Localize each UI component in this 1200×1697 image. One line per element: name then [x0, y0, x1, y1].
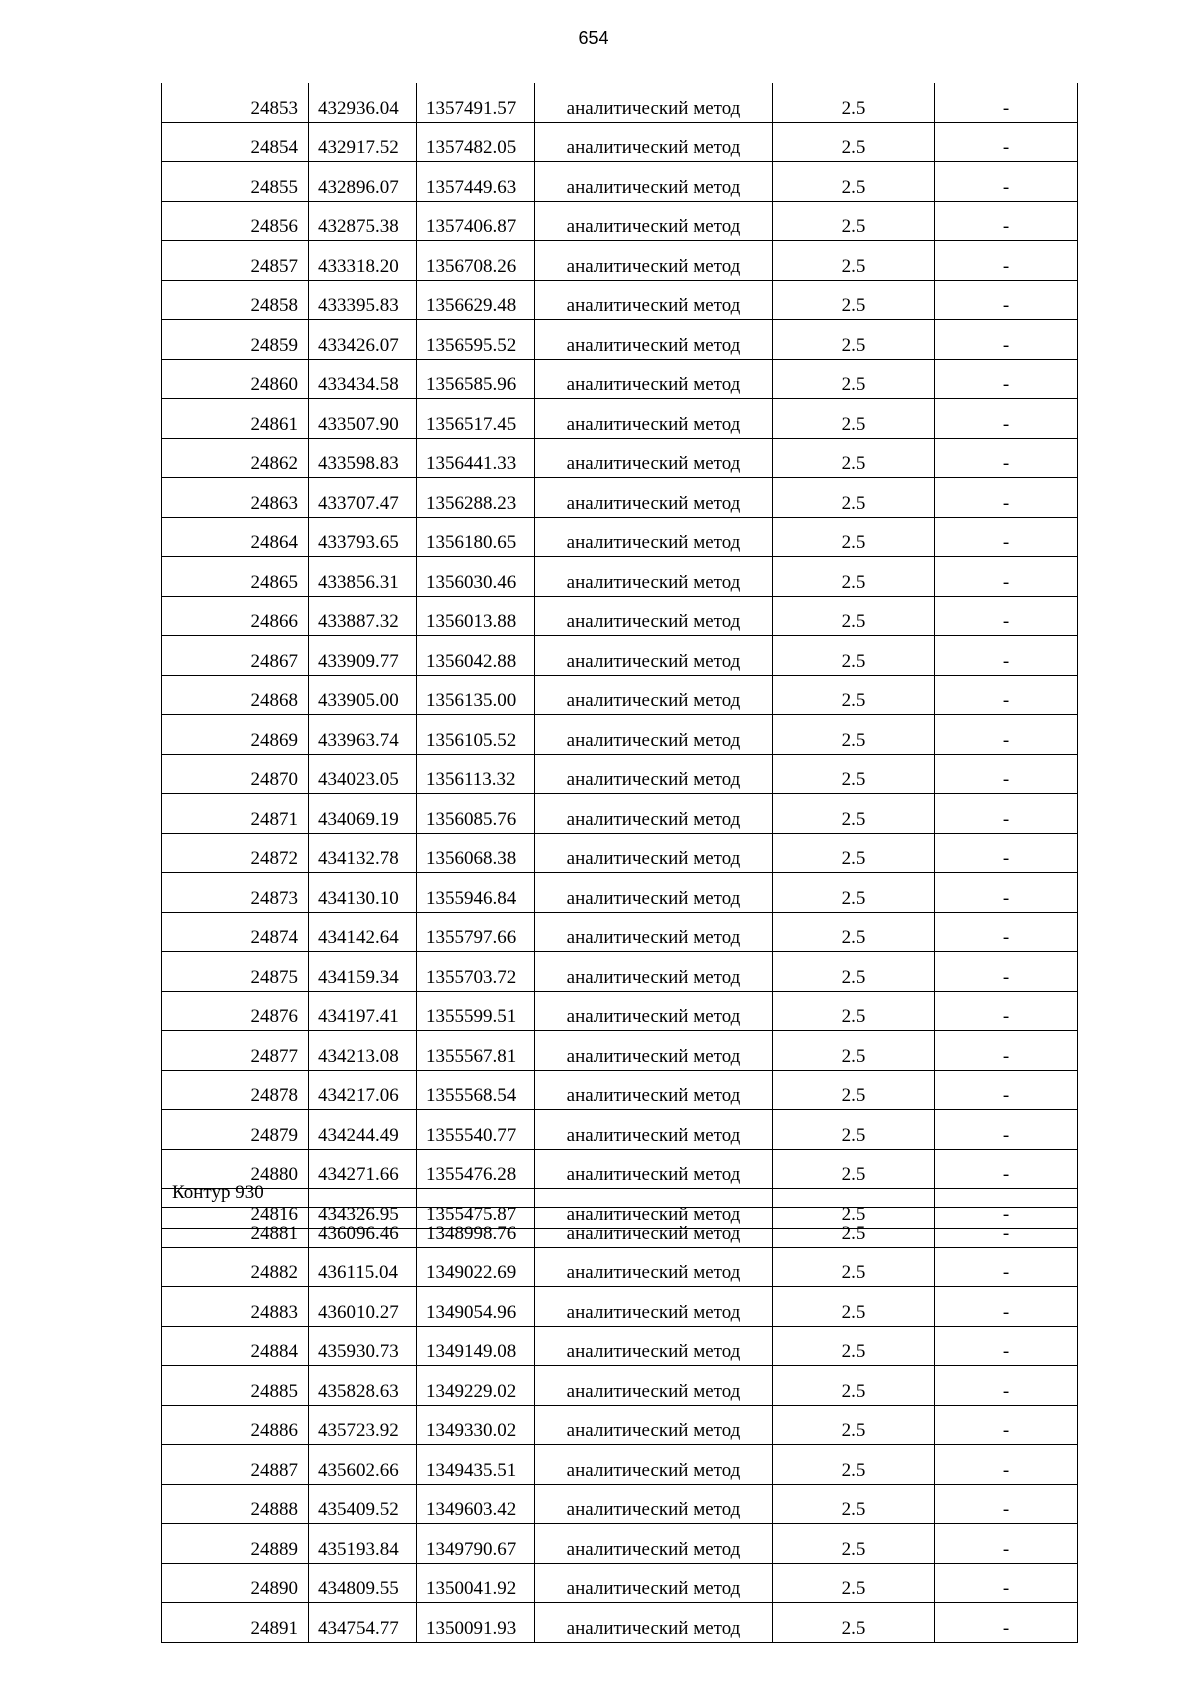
x-coordinate-cell: 434132.78 — [309, 833, 417, 873]
table-row — [162, 1070, 1078, 1110]
point-number-cell: 24870 — [162, 754, 309, 794]
point-number-cell: 24882 — [162, 1247, 309, 1287]
method-cell: аналитический метод — [535, 320, 773, 360]
y-coordinate-cell: 1357491.57 — [417, 83, 535, 122]
x-coordinate-cell: 435723.92 — [309, 1405, 417, 1445]
y-coordinate-cell: 1356288.23 — [417, 478, 535, 518]
y-coordinate-cell: 1356042.88 — [417, 636, 535, 676]
method-cell: аналитический метод — [535, 557, 773, 597]
table-row — [162, 1247, 1078, 1287]
method-cell: аналитический метод — [535, 1326, 773, 1366]
description-cell: - — [935, 241, 1078, 281]
y-coordinate-cell: 1355475.87 — [417, 1189, 535, 1229]
accuracy-cell: 2.5 — [773, 1484, 935, 1524]
table-row — [162, 794, 1078, 834]
y-coordinate-cell: 1356517.45 — [417, 399, 535, 439]
y-coordinate-cell: 1356085.76 — [417, 794, 535, 834]
x-coordinate-cell: 434271.66 — [309, 1149, 417, 1189]
method-cell: аналитический метод — [535, 1603, 773, 1643]
description-cell: - — [935, 1484, 1078, 1524]
method-cell: аналитический метод — [535, 1484, 773, 1524]
x-coordinate-cell: 434197.41 — [309, 991, 417, 1031]
description-cell: - — [935, 1524, 1078, 1564]
y-coordinate-cell: 1355797.66 — [417, 912, 535, 952]
table-row — [162, 399, 1078, 439]
x-coordinate-cell: 436096.46 — [309, 1208, 417, 1248]
point-number-cell: 24887 — [162, 1445, 309, 1485]
accuracy-cell: 2.5 — [773, 280, 935, 320]
point-number-cell: 24880 — [162, 1149, 309, 1189]
description-cell: - — [935, 1326, 1078, 1366]
method-cell: аналитический метод — [535, 517, 773, 557]
point-number-cell: 24816 — [162, 1189, 309, 1229]
x-coordinate-cell: 433426.07 — [309, 320, 417, 360]
description-cell: - — [935, 1031, 1078, 1071]
accuracy-cell: 2.5 — [773, 1247, 935, 1287]
y-coordinate-cell: 1356105.52 — [417, 715, 535, 755]
y-coordinate-cell: 1348998.76 — [417, 1208, 535, 1248]
point-number-cell: 24872 — [162, 833, 309, 873]
y-coordinate-cell: 1349435.51 — [417, 1445, 535, 1485]
point-number-cell: 24884 — [162, 1326, 309, 1366]
description-cell: - — [935, 399, 1078, 439]
accuracy-cell: 2.5 — [773, 636, 935, 676]
x-coordinate-cell: 434809.55 — [309, 1563, 417, 1603]
table-row — [162, 596, 1078, 636]
description-cell: - — [935, 83, 1078, 122]
y-coordinate-cell: 1355568.54 — [417, 1070, 535, 1110]
table-row — [162, 1366, 1078, 1406]
description-cell: - — [935, 122, 1078, 162]
x-coordinate-cell: 434130.10 — [309, 873, 417, 913]
point-number-cell: 24886 — [162, 1405, 309, 1445]
x-coordinate-cell: 434217.06 — [309, 1070, 417, 1110]
accuracy-cell: 2.5 — [773, 912, 935, 952]
method-cell: аналитический метод — [535, 122, 773, 162]
point-number-cell: 24875 — [162, 952, 309, 992]
point-number-cell: 24891 — [162, 1603, 309, 1643]
description-cell: - — [935, 280, 1078, 320]
accuracy-cell: 2.5 — [773, 675, 935, 715]
accuracy-cell: 2.5 — [773, 1603, 935, 1643]
x-coordinate-cell: 432896.07 — [309, 162, 417, 202]
description-cell: - — [935, 833, 1078, 873]
description-cell: - — [935, 1247, 1078, 1287]
description-cell: - — [935, 912, 1078, 952]
accuracy-cell: 2.5 — [773, 1287, 935, 1327]
accuracy-cell: 2.5 — [773, 1366, 935, 1406]
description-cell: - — [935, 1563, 1078, 1603]
description-cell: - — [935, 1287, 1078, 1327]
description-cell: - — [935, 754, 1078, 794]
description-cell: - — [935, 991, 1078, 1031]
table-row — [162, 833, 1078, 873]
x-coordinate-cell: 433887.32 — [309, 596, 417, 636]
x-coordinate-cell: 433909.77 — [309, 636, 417, 676]
method-cell: аналитический метод — [535, 1563, 773, 1603]
accuracy-cell: 2.5 — [773, 1405, 935, 1445]
x-coordinate-cell: 435828.63 — [309, 1366, 417, 1406]
y-coordinate-cell: 1356585.96 — [417, 359, 535, 399]
point-number-cell: 24857 — [162, 241, 309, 281]
table-row — [162, 201, 1078, 241]
y-coordinate-cell: 1356113.32 — [417, 754, 535, 794]
x-coordinate-cell: 434326.95 — [309, 1189, 417, 1229]
x-coordinate-cell: 436115.04 — [309, 1247, 417, 1287]
accuracy-cell: 2.5 — [773, 1189, 935, 1229]
table-row — [162, 715, 1078, 755]
table-row — [162, 1484, 1078, 1524]
description-cell: - — [935, 201, 1078, 241]
y-coordinate-cell: 1349790.67 — [417, 1524, 535, 1564]
x-coordinate-cell: 434159.34 — [309, 952, 417, 992]
point-number-cell: 24855 — [162, 162, 309, 202]
x-coordinate-cell: 433318.20 — [309, 241, 417, 281]
x-coordinate-cell: 433395.83 — [309, 280, 417, 320]
accuracy-cell: 2.5 — [773, 162, 935, 202]
description-cell: - — [935, 162, 1078, 202]
y-coordinate-cell: 1355703.72 — [417, 952, 535, 992]
method-cell: аналитический метод — [535, 833, 773, 873]
accuracy-cell: 2.5 — [773, 1031, 935, 1071]
y-coordinate-cell: 1349054.96 — [417, 1287, 535, 1327]
accuracy-cell: 2.5 — [773, 952, 935, 992]
table-row — [162, 1603, 1078, 1643]
x-coordinate-cell: 434069.19 — [309, 794, 417, 834]
y-coordinate-cell: 1349022.69 — [417, 1247, 535, 1287]
x-coordinate-cell: 435930.73 — [309, 1326, 417, 1366]
y-coordinate-cell: 1349229.02 — [417, 1366, 535, 1406]
y-coordinate-cell: 1349330.02 — [417, 1405, 535, 1445]
point-number-cell: 24867 — [162, 636, 309, 676]
method-cell: аналитический метод — [535, 399, 773, 439]
point-number-cell: 24864 — [162, 517, 309, 557]
accuracy-cell: 2.5 — [773, 399, 935, 439]
x-coordinate-cell: 435602.66 — [309, 1445, 417, 1485]
point-number-cell: 24860 — [162, 359, 309, 399]
y-coordinate-cell: 1357406.87 — [417, 201, 535, 241]
x-coordinate-cell: 433856.31 — [309, 557, 417, 597]
x-coordinate-cell: 434142.64 — [309, 912, 417, 952]
point-number-cell: 24890 — [162, 1563, 309, 1603]
method-cell: аналитический метод — [535, 715, 773, 755]
method-cell: аналитический метод — [535, 1445, 773, 1485]
description-cell: - — [935, 1445, 1078, 1485]
x-coordinate-cell: 434213.08 — [309, 1031, 417, 1071]
description-cell: - — [935, 952, 1078, 992]
table-row — [162, 754, 1078, 794]
y-coordinate-cell: 1355946.84 — [417, 873, 535, 913]
accuracy-cell: 2.5 — [773, 754, 935, 794]
method-cell: аналитический метод — [535, 1247, 773, 1287]
description-cell: - — [935, 794, 1078, 834]
y-coordinate-cell: 1355540.77 — [417, 1110, 535, 1150]
description-cell: - — [935, 1189, 1078, 1229]
description-cell: - — [935, 596, 1078, 636]
y-coordinate-cell: 1356629.48 — [417, 280, 535, 320]
point-number-cell: 24871 — [162, 794, 309, 834]
method-cell: аналитический метод — [535, 438, 773, 478]
y-coordinate-cell: 1350091.93 — [417, 1603, 535, 1643]
point-number-cell: 24863 — [162, 478, 309, 518]
table-row — [162, 1563, 1078, 1603]
method-cell: аналитический метод — [535, 912, 773, 952]
table-body — [162, 1208, 1078, 1643]
accuracy-cell: 2.5 — [773, 83, 935, 122]
description-cell: - — [935, 873, 1078, 913]
method-cell: аналитический метод — [535, 1149, 773, 1189]
table-row — [162, 478, 1078, 518]
point-number-cell: 24868 — [162, 675, 309, 715]
accuracy-cell: 2.5 — [773, 478, 935, 518]
x-coordinate-cell: 433707.47 — [309, 478, 417, 518]
description-cell: - — [935, 438, 1078, 478]
y-coordinate-cell: 1356180.65 — [417, 517, 535, 557]
accuracy-cell: 2.5 — [773, 1326, 935, 1366]
y-coordinate-cell: 1356030.46 — [417, 557, 535, 597]
table-row — [162, 359, 1078, 399]
description-cell: - — [935, 1208, 1078, 1248]
y-coordinate-cell: 1357482.05 — [417, 122, 535, 162]
table-body — [162, 83, 1078, 1228]
point-number-cell: 24862 — [162, 438, 309, 478]
y-coordinate-cell: 1356068.38 — [417, 833, 535, 873]
x-coordinate-cell: 432917.52 — [309, 122, 417, 162]
point-number-cell: 24889 — [162, 1524, 309, 1564]
y-coordinate-cell: 1356595.52 — [417, 320, 535, 360]
method-cell: аналитический метод — [535, 162, 773, 202]
x-coordinate-cell: 434023.05 — [309, 754, 417, 794]
point-number-cell: 24866 — [162, 596, 309, 636]
accuracy-cell: 2.5 — [773, 715, 935, 755]
coordinates-table — [161, 83, 1078, 1229]
accuracy-cell: 2.5 — [773, 1563, 935, 1603]
accuracy-cell: 2.5 — [773, 1524, 935, 1564]
accuracy-cell: 2.5 — [773, 991, 935, 1031]
table-row — [162, 83, 1078, 122]
description-cell: - — [935, 359, 1078, 399]
table-row — [162, 241, 1078, 281]
description-cell: - — [935, 1110, 1078, 1150]
table-row — [162, 1326, 1078, 1366]
x-coordinate-cell: 434754.77 — [309, 1603, 417, 1643]
x-coordinate-cell: 433434.58 — [309, 359, 417, 399]
page-number: 654 — [578, 28, 609, 48]
table-row — [162, 636, 1078, 676]
accuracy-cell: 2.5 — [773, 1110, 935, 1150]
point-number-cell: 24853 — [162, 83, 309, 122]
accuracy-cell: 2.5 — [773, 241, 935, 281]
accuracy-cell: 2.5 — [773, 201, 935, 241]
point-number-cell: 24861 — [162, 399, 309, 439]
method-cell: аналитический метод — [535, 201, 773, 241]
method-cell: аналитический метод — [535, 1208, 773, 1248]
point-number-cell: 24856 — [162, 201, 309, 241]
accuracy-cell: 2.5 — [773, 320, 935, 360]
accuracy-cell: 2.5 — [773, 1445, 935, 1485]
x-coordinate-cell: 433507.90 — [309, 399, 417, 439]
table-row — [162, 1149, 1078, 1189]
x-coordinate-cell: 434244.49 — [309, 1110, 417, 1150]
table-row — [162, 1287, 1078, 1327]
accuracy-cell: 2.5 — [773, 359, 935, 399]
description-cell: - — [935, 1366, 1078, 1406]
x-coordinate-cell: 433963.74 — [309, 715, 417, 755]
method-cell: аналитический метод — [535, 1031, 773, 1071]
method-cell: аналитический метод — [535, 83, 773, 122]
description-cell: - — [935, 320, 1078, 360]
accuracy-cell: 2.5 — [773, 557, 935, 597]
method-cell: аналитический метод — [535, 991, 773, 1031]
method-cell: аналитический метод — [535, 280, 773, 320]
point-number-cell: 24874 — [162, 912, 309, 952]
point-number-cell: 24878 — [162, 1070, 309, 1110]
table-row — [162, 280, 1078, 320]
table-row — [162, 991, 1078, 1031]
description-cell: - — [935, 1603, 1078, 1643]
point-number-cell: 24888 — [162, 1484, 309, 1524]
method-cell: аналитический метод — [535, 794, 773, 834]
description-cell: - — [935, 1070, 1078, 1110]
point-number-cell: 24859 — [162, 320, 309, 360]
point-number-cell: 24883 — [162, 1287, 309, 1327]
point-number-cell: 24854 — [162, 122, 309, 162]
table-row — [162, 517, 1078, 557]
y-coordinate-cell: 1355567.81 — [417, 1031, 535, 1071]
description-cell: - — [935, 1405, 1078, 1445]
table-row — [162, 1445, 1078, 1485]
point-number-cell: 24876 — [162, 991, 309, 1031]
description-cell: - — [935, 715, 1078, 755]
y-coordinate-cell: 1356441.33 — [417, 438, 535, 478]
accuracy-cell: 2.5 — [773, 596, 935, 636]
table-row — [162, 952, 1078, 992]
table-row — [162, 438, 1078, 478]
x-coordinate-cell: 436010.27 — [309, 1287, 417, 1327]
table-row — [162, 912, 1078, 952]
y-coordinate-cell: 1355599.51 — [417, 991, 535, 1031]
accuracy-cell: 2.5 — [773, 517, 935, 557]
y-coordinate-cell: 1349603.42 — [417, 1484, 535, 1524]
accuracy-cell: 2.5 — [773, 1070, 935, 1110]
table-row — [162, 1405, 1078, 1445]
description-cell: - — [935, 675, 1078, 715]
y-coordinate-cell: 1356013.88 — [417, 596, 535, 636]
point-number-cell: 24879 — [162, 1110, 309, 1150]
x-coordinate-cell: 433905.00 — [309, 675, 417, 715]
method-cell: аналитический метод — [535, 241, 773, 281]
accuracy-cell: 2.5 — [773, 438, 935, 478]
y-coordinate-cell: 1350041.92 — [417, 1563, 535, 1603]
point-number-cell: 24877 — [162, 1031, 309, 1071]
method-cell: аналитический метод — [535, 1070, 773, 1110]
table-row — [162, 1524, 1078, 1564]
table-row — [162, 320, 1078, 360]
method-cell: аналитический метод — [535, 1189, 773, 1229]
x-coordinate-cell: 435193.84 — [309, 1524, 417, 1564]
accuracy-cell: 2.5 — [773, 1149, 935, 1189]
x-coordinate-cell: 435409.52 — [309, 1484, 417, 1524]
method-cell: аналитический метод — [535, 1366, 773, 1406]
point-number-cell: 24869 — [162, 715, 309, 755]
description-cell: - — [935, 1149, 1078, 1189]
table-row — [162, 122, 1078, 162]
description-cell: - — [935, 557, 1078, 597]
description-cell: - — [935, 478, 1078, 518]
point-number-cell: 24885 — [162, 1366, 309, 1406]
description-cell: - — [935, 636, 1078, 676]
table-row — [162, 162, 1078, 202]
method-cell: аналитический метод — [535, 675, 773, 715]
y-coordinate-cell: 1356135.00 — [417, 675, 535, 715]
accuracy-cell: 2.5 — [773, 122, 935, 162]
table-row — [162, 1031, 1078, 1071]
point-number-cell: 24865 — [162, 557, 309, 597]
y-coordinate-cell: 1349149.08 — [417, 1326, 535, 1366]
table-row — [162, 1110, 1078, 1150]
method-cell: аналитический метод — [535, 754, 773, 794]
method-cell: аналитический метод — [535, 873, 773, 913]
coordinates-table-contour — [161, 1207, 1078, 1643]
method-cell: аналитический метод — [535, 636, 773, 676]
accuracy-cell: 2.5 — [773, 1208, 935, 1248]
x-coordinate-cell: 432936.04 — [309, 83, 417, 122]
table-row — [162, 557, 1078, 597]
method-cell: аналитический метод — [535, 1287, 773, 1327]
method-cell: аналитический метод — [535, 952, 773, 992]
table-row — [162, 873, 1078, 913]
y-coordinate-cell: 1356708.26 — [417, 241, 535, 281]
contour-label: Контур 930 — [172, 1182, 264, 1203]
table-row — [162, 1208, 1078, 1248]
method-cell: аналитический метод — [535, 1110, 773, 1150]
y-coordinate-cell: 1357449.63 — [417, 162, 535, 202]
x-coordinate-cell: 432875.38 — [309, 201, 417, 241]
point-number-cell: 24858 — [162, 280, 309, 320]
description-cell: - — [935, 517, 1078, 557]
method-cell: аналитический метод — [535, 478, 773, 518]
accuracy-cell: 2.5 — [773, 873, 935, 913]
method-cell: аналитический метод — [535, 596, 773, 636]
method-cell: аналитический метод — [535, 1524, 773, 1564]
method-cell: аналитический метод — [535, 359, 773, 399]
x-coordinate-cell: 433598.83 — [309, 438, 417, 478]
accuracy-cell: 2.5 — [773, 794, 935, 834]
y-coordinate-cell: 1355476.28 — [417, 1149, 535, 1189]
accuracy-cell: 2.5 — [773, 833, 935, 873]
point-number-cell: 24873 — [162, 873, 309, 913]
x-coordinate-cell: 433793.65 — [309, 517, 417, 557]
table-row — [162, 675, 1078, 715]
method-cell: аналитический метод — [535, 1405, 773, 1445]
point-number-cell: 24881 — [162, 1208, 309, 1248]
